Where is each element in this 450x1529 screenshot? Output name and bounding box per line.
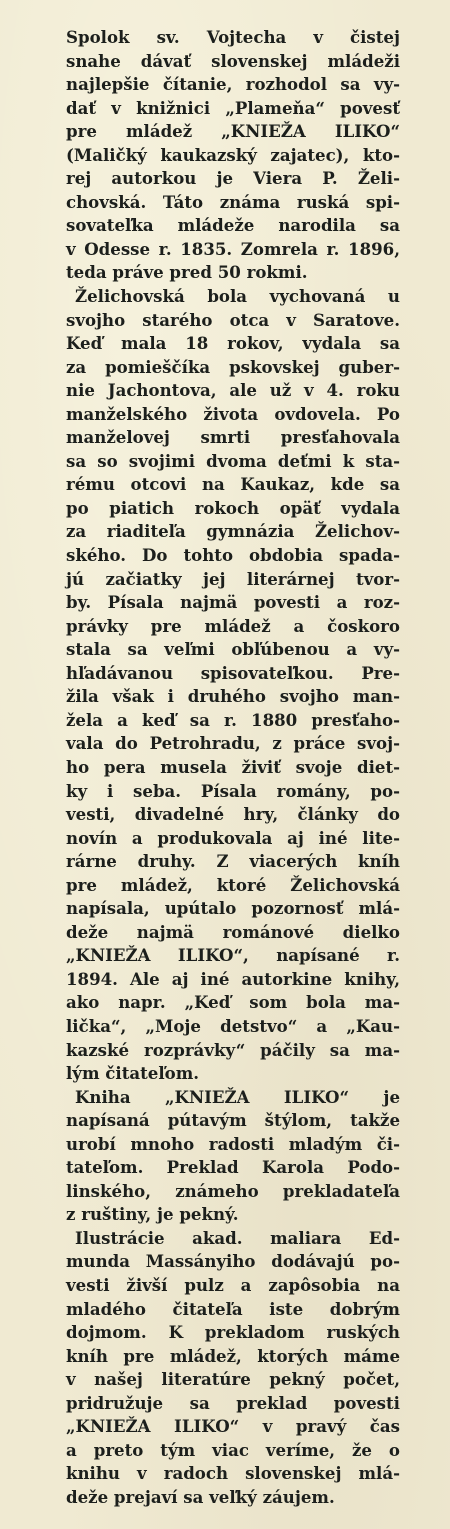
text-line: by. Písala najmä povesti a roz- [66, 592, 400, 613]
text-line: lička“, „Moje detstvo“ a „Kau- [66, 1015, 400, 1036]
article-column [66, 26, 400, 1509]
text-line: (Maličký kaukazský zajatec), kto- [66, 144, 400, 165]
paragraph-biography [66, 285, 400, 1086]
text-line: Želichovská bola vychovaná u [75, 286, 400, 307]
text-line: hľadávanou spisovateľkou. Pre- [66, 662, 400, 683]
text-line: právky pre mládež a čoskoro [66, 615, 400, 636]
text-line: svojho starého otca v Saratove. [66, 309, 400, 330]
text-line: ako napr. „Keď som bola ma- [66, 992, 400, 1013]
text-line: napísala, upútalo pozornosť mlá- [66, 898, 400, 919]
text-line: rej autorkou je Viera P. Želi- [66, 168, 400, 189]
text-line: pridružuje sa preklad povesti [66, 1392, 400, 1413]
text-line: dať v knižnici „Plameňa“ povesť [66, 97, 400, 118]
text-line: pre mládež „KNIEŽA ILIKO“ [66, 121, 400, 142]
text-line: kníh pre mládež, ktorých máme [66, 1345, 400, 1366]
paragraph-intro [66, 26, 400, 285]
text-line: dojmom. K prekladom ruských [66, 1322, 400, 1343]
text-line: ky i seba. Písala romány, po- [66, 780, 400, 801]
text-line: „KNIEŽA ILIKO“ v pravý čas [66, 1416, 400, 1437]
text-line: vala do Petrohradu, z práce svoj- [66, 733, 400, 754]
text-line: deže najmä románové dielko [66, 921, 400, 942]
text-line: „KNIEŽA ILIKO“, napísané r. [66, 945, 400, 966]
text-line: rému otcovi na Kaukaz, kde sa [66, 474, 400, 495]
text-line: sovateľka mládeže narodila sa [66, 215, 400, 236]
text-line: manželského života ovdovela. Po [66, 403, 400, 424]
text-line: 1894. Ale aj iné autorkine knihy, [66, 968, 400, 989]
text-line: vesti živší pulz a zapôsobia na [66, 1274, 400, 1295]
text-line: za riaditeľa gymnázia Želichov- [66, 521, 400, 542]
text-line: mladého čitateľa iste dobrým [66, 1298, 400, 1319]
text-line: teda práve pred 50 rokmi. [66, 262, 308, 283]
text-line: a preto tým viac veríme, že o [66, 1439, 400, 1460]
text-line: po piatich rokoch opäť vydala [66, 497, 400, 518]
text-line: napísaná pútavým štýlom, takže [66, 1110, 400, 1131]
text-line: Kniha „KNIEŽA ILIKO“ je [75, 1086, 400, 1107]
text-line: nie Jachontova, ale už v 4. roku [66, 380, 400, 401]
text-line: stala sa veľmi obľúbenou a vy- [66, 639, 400, 660]
text-line: za pomieščíka pskovskej guber- [66, 356, 400, 377]
text-line: munda Massányiho dodávajú po- [66, 1251, 400, 1272]
text-line: v našej literatúre pekný počet, [66, 1369, 400, 1390]
text-line: rárne druhy. Z viacerých kníh [66, 851, 400, 872]
text-line: jú začiatky jej literárnej tvor- [66, 568, 400, 589]
text-line: manželovej smrti presťahovala [66, 427, 400, 448]
text-line: žila však i druhého svojho man- [66, 686, 400, 707]
text-line: linského, známeho prekladateľa [66, 1180, 400, 1201]
text-line: v Odesse r. 1835. Zomrela r. 1896, [66, 238, 400, 259]
text-line: žela a keď sa r. 1880 presťaho- [66, 709, 400, 730]
text-line: Ilustrácie akad. maliara Ed- [75, 1227, 400, 1248]
text-line: urobí mnoho radosti mladým či- [66, 1133, 400, 1154]
text-line: vesti, divadelné hry, články do [66, 804, 400, 825]
text-line: kazské rozprávky“ páčily sa ma- [66, 1039, 400, 1060]
text-line: Spolok sv. Vojtecha v čistej [66, 27, 400, 47]
text-line: sa so svojimi dvoma deťmi k sta- [66, 450, 400, 471]
text-line: knihu v radoch slovenskej mlá- [66, 1463, 400, 1484]
text-line: ho pera musela živiť svoje diet- [66, 756, 400, 777]
text-line: ského. Do tohto obdobia spada- [66, 545, 400, 566]
paragraph-book-style [66, 1086, 400, 1227]
text-line: Keď mala 18 rokov, vydala sa [66, 333, 400, 354]
text-line: novín a produkovala aj iné lite- [66, 827, 400, 848]
text-line: z ruštiny, je pekný. [66, 1204, 239, 1225]
text-line: najlepšie čítanie, rozhodol sa vy- [66, 74, 400, 95]
text-line: pre mládež, ktoré Želichovská [66, 874, 400, 895]
text-line: deže prejaví sa veľký záujem. [66, 1486, 335, 1507]
text-line: chovská. Táto známa ruská spi- [66, 191, 400, 212]
text-line: snahe dávať slovenskej mládeži [66, 50, 400, 71]
text-line: tateľom. Preklad Karola Podo- [66, 1157, 400, 1178]
text-line: lým čitateľom. [66, 1063, 200, 1084]
paragraph-illustrations [66, 1227, 400, 1510]
